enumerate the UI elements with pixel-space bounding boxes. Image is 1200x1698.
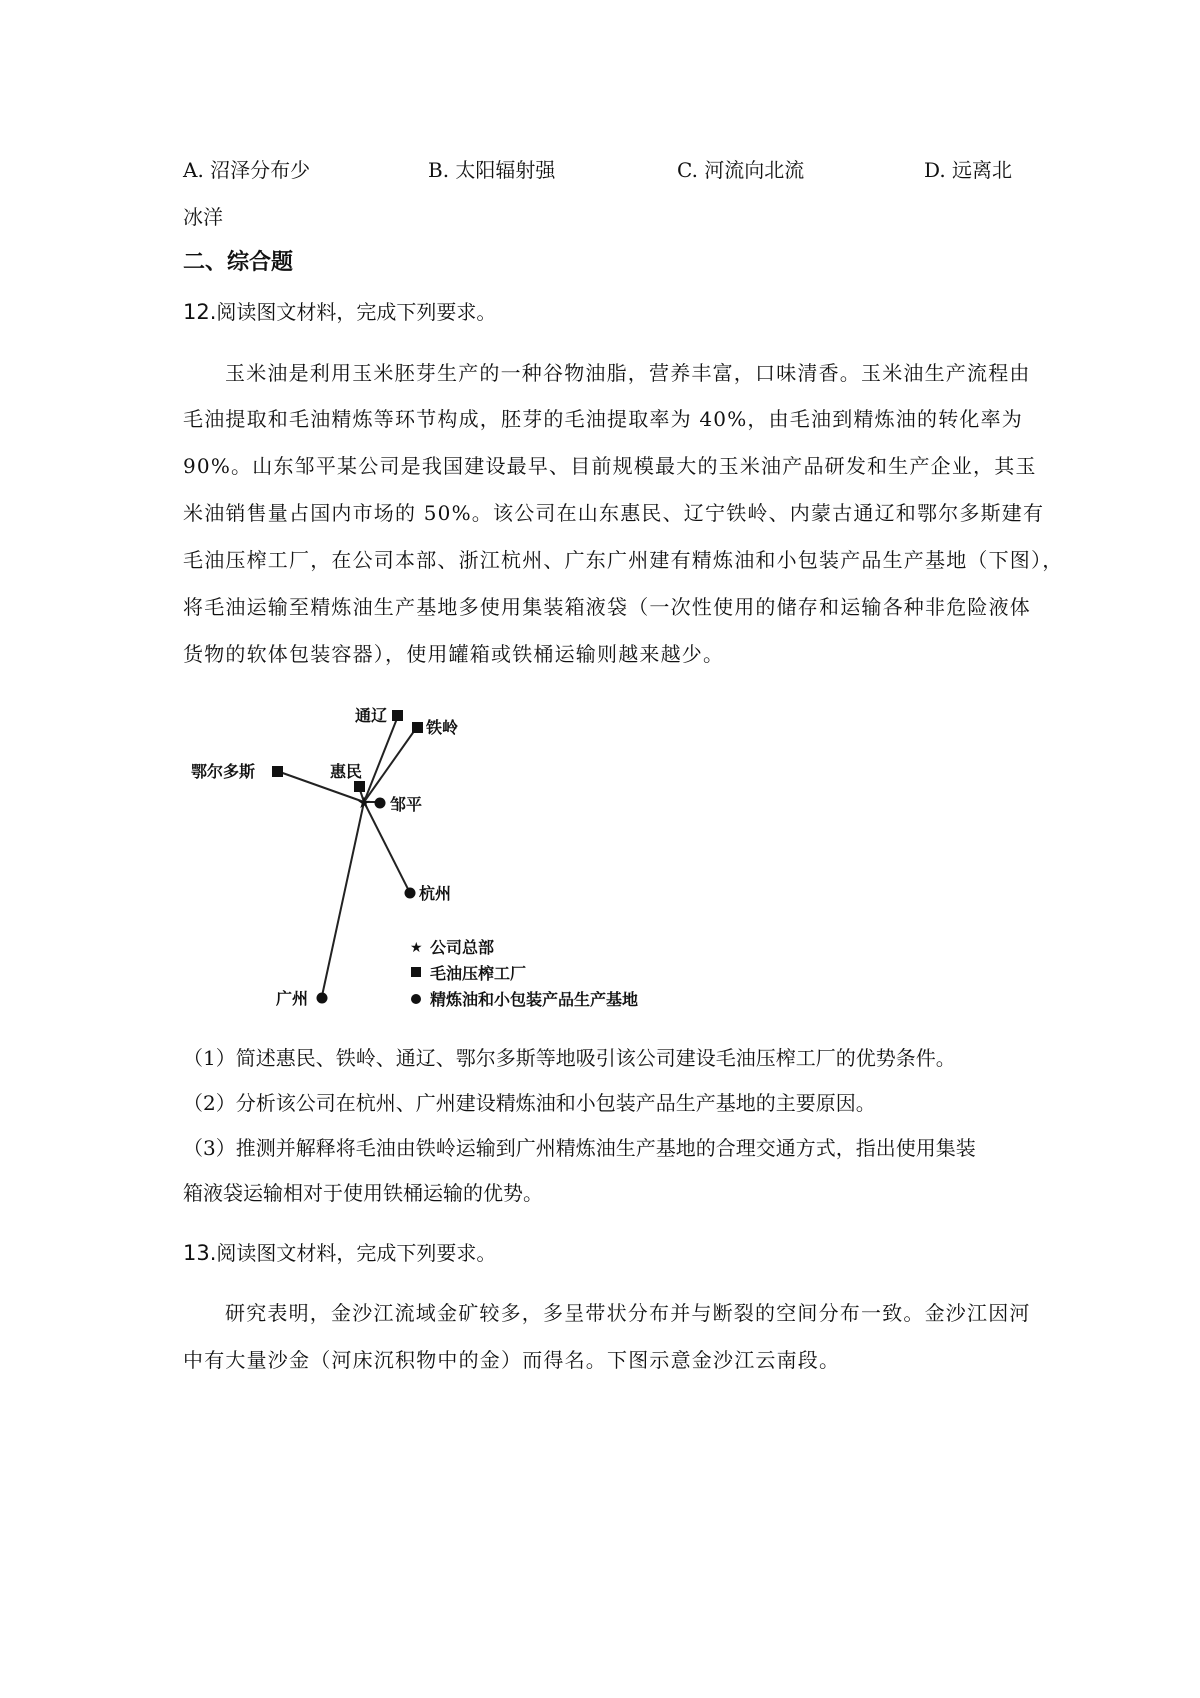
q12-para-line: 米油销售量占国内市场的 50%。该公司在山东惠民、辽宁铁岭、内蒙古通辽和鄂尔多斯建有 — [183, 501, 1045, 525]
option-b: B. 太阳辐射强 — [428, 158, 556, 182]
q12-subquestion-1: （1）简述惠民、铁岭、通辽、鄂尔多斯等地吸引该公司建设毛油压榨工厂的优势条件。 — [183, 1046, 956, 1070]
factory-marker-tongliao — [392, 710, 403, 721]
q12-subquestion-3: （3）推测并解释将毛油由铁岭运输到广州精炼油生产基地的合理交通方式，指出使用集装 — [183, 1136, 976, 1160]
option-d: D. 远离北 — [924, 158, 1013, 182]
legend-star-icon: ★ — [410, 940, 423, 956]
q13-title — [183, 1239, 496, 1267]
hq-star-icon: ★ — [356, 793, 372, 812]
label-zouping: 邹平 — [390, 795, 423, 814]
q13-title-text: 阅读图文材料，完成下列要求。 — [216, 1241, 497, 1265]
base-marker-guangzhou — [317, 993, 328, 1004]
section-heading: 二、综合题 — [183, 250, 294, 275]
label-huimin: 惠民 — [330, 762, 363, 781]
option-c: C. 河流向北流 — [677, 158, 805, 182]
q12-para-line: 90%。山东邹平某公司是我国建设最早、目前规模最大的玉米油产品研发和生产企业，其玉 — [183, 454, 1037, 478]
route-line-tongliao — [364, 716, 398, 802]
q12-para-line: 将毛油运输至精炼油生产基地多使用集装箱液袋（一次性使用的储存和运输各种非危险液体 — [183, 595, 1031, 619]
label-guangzhou: 广州 — [276, 989, 309, 1008]
route-line-guangzhou — [322, 802, 364, 996]
legend-circle-icon — [411, 994, 421, 1004]
q12-para-line: 毛油压榨工厂，在公司本部、浙江杭州、广东广州建有精炼油和小包装产品生产基地（下图）， — [183, 548, 1064, 572]
q13-para-line: 中有大量沙金（河床沉积物中的金）而得名。下图示意金沙江云南段。 — [183, 1348, 841, 1372]
factory-marker-tieling — [412, 722, 423, 733]
legend-square-icon — [411, 967, 421, 977]
q12-para-line: 玉米油是利用玉米胚芽生产的一种谷物油脂，营养丰富，口味清香。玉米油生产流程由 — [225, 361, 1031, 385]
q12-para-line: 毛油提取和毛油精炼等环节构成，胚芽的毛油提取率为 40%，由毛油到精炼油的转化率为 — [183, 407, 1024, 431]
route-line-hangzhou — [364, 802, 409, 891]
company-location-diagram — [180, 700, 720, 1010]
q13-para-line: 研究表明，金沙江流域金矿较多，多呈带状分布并与断裂的空间分布一致。金沙江因河 — [225, 1301, 1031, 1325]
label-tongliao: 通辽 — [355, 706, 388, 725]
factory-marker-huimin — [354, 781, 365, 792]
legend-factory-label: 毛油压榨工厂 — [430, 964, 527, 983]
option-d-continuation: 冰洋 — [183, 205, 223, 229]
legend-hq-label: 公司总部 — [430, 938, 495, 957]
base-marker-hangzhou — [405, 888, 416, 899]
q12-subquestion-3-cont: 箱液袋运输相对于使用铁桶运输的优势。 — [183, 1181, 543, 1205]
q12-subquestion-2: （2）分析该公司在杭州、广州建设精炼油和小包装产品生产基地的主要原因。 — [183, 1091, 876, 1115]
label-hangzhou: 杭州 — [419, 884, 452, 903]
q12-para-line: 货物的软体包装容器），使用罐箱或铁桶运输则越来越少。 — [183, 642, 725, 666]
q12-title-text: 阅读图文材料，完成下列要求。 — [216, 300, 497, 324]
label-tieling: 铁岭 — [426, 718, 459, 737]
q12-title — [183, 298, 496, 326]
base-marker-zouping — [375, 798, 386, 809]
factory-marker-eerduosi — [272, 766, 283, 777]
label-eerduosi: 鄂尔多斯 — [191, 762, 256, 781]
option-a: A. 沼泽分布少 — [183, 158, 311, 182]
route-line-tieling — [364, 727, 417, 802]
q13-number: 13. — [183, 1241, 217, 1265]
legend-base-label: 精炼油和小包装产品生产基地 — [430, 990, 639, 1009]
q12-number: 12. — [183, 300, 217, 324]
